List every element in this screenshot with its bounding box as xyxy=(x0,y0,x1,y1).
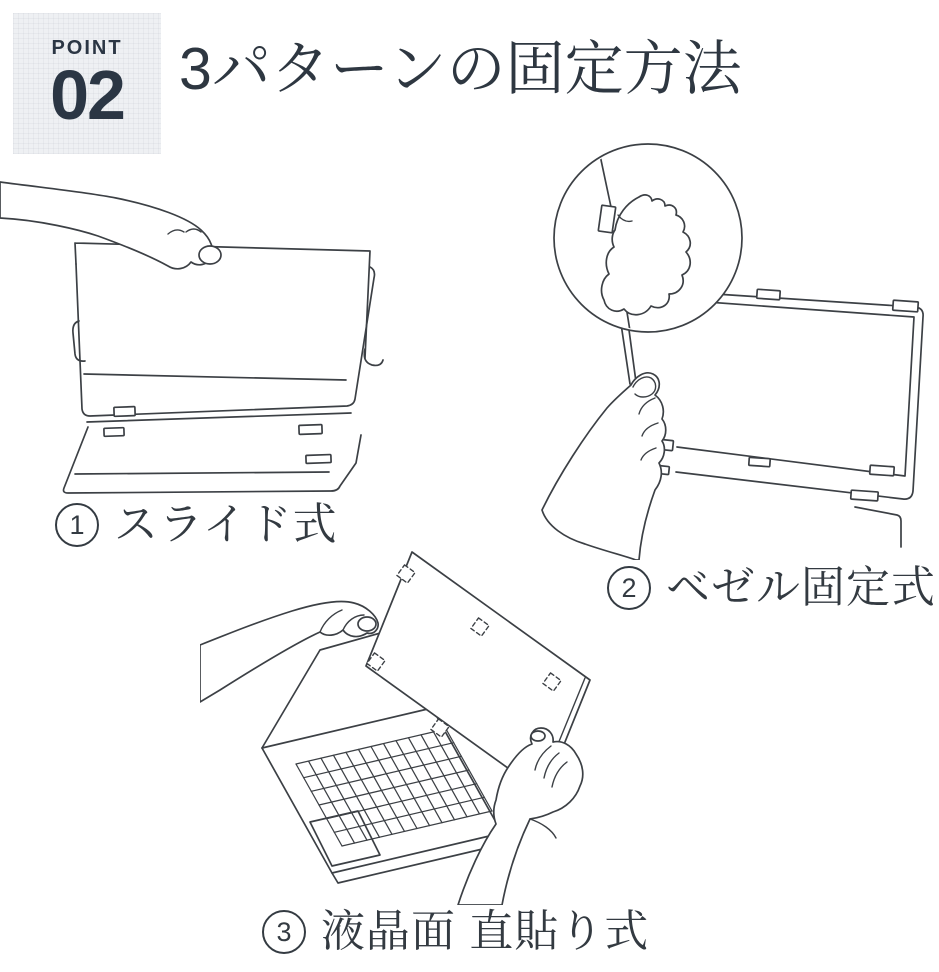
bezel-method-illustration xyxy=(535,135,939,560)
left-hand-drawing xyxy=(200,601,378,702)
direct-stick-method-illustration xyxy=(200,532,625,905)
point-badge xyxy=(13,13,161,154)
method-2-caption xyxy=(607,563,936,612)
method-2-number-badge: 2 xyxy=(607,566,651,610)
method-3-number-badge: 3 xyxy=(262,910,306,954)
keyboard-drawing xyxy=(296,729,492,846)
method-2-label: ベゼル固定式 xyxy=(666,563,936,612)
point-badge-number: 02 xyxy=(50,56,124,135)
point-badge-label: POINT xyxy=(51,37,123,60)
magnifier-detail-drawing xyxy=(554,141,742,332)
privacy-filter-drawing xyxy=(73,243,383,463)
method-3-caption xyxy=(262,907,650,956)
page-title: 3パターンの固定方法 xyxy=(179,36,742,102)
hand-sliding-filter-drawing xyxy=(0,182,221,269)
method-1-number-badge: 1 xyxy=(55,503,99,547)
slide-method-illustration xyxy=(0,172,390,507)
method-1-caption xyxy=(55,500,338,549)
method-3-label: 液晶面 直貼り式 xyxy=(321,907,650,956)
right-hand-drawing xyxy=(458,728,583,905)
method-1-label: スライド式 xyxy=(114,500,338,549)
